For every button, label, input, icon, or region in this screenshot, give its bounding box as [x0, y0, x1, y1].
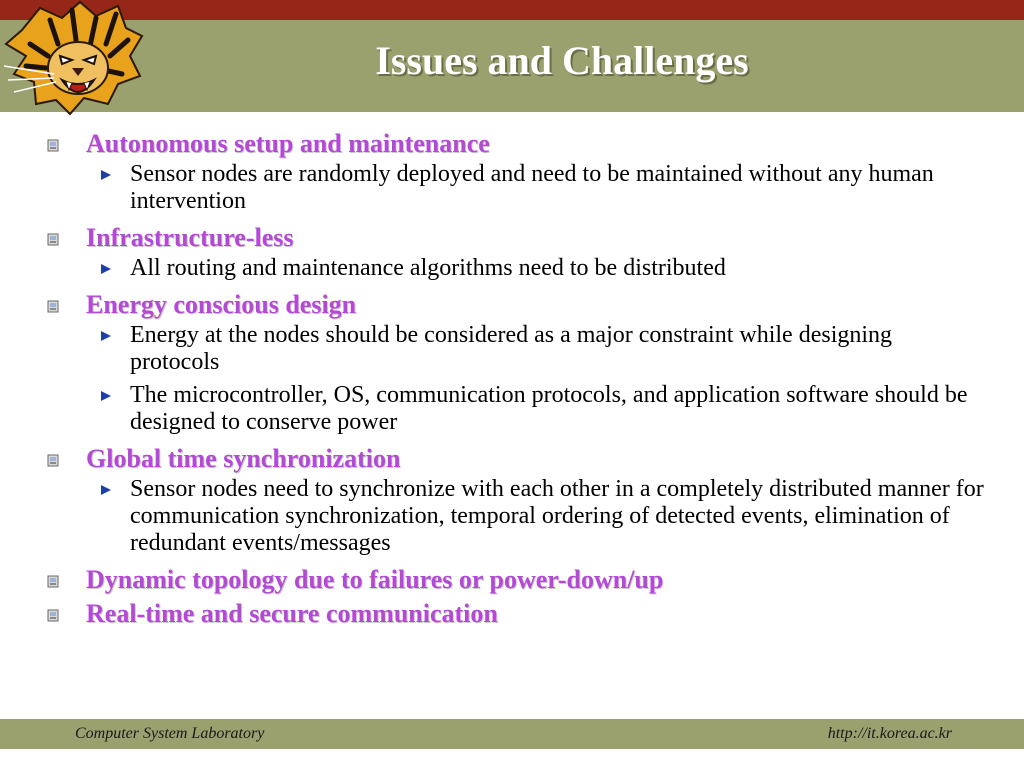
sub-bullet-item [0, 382, 1024, 436]
bullet-heading-item [0, 442, 1024, 476]
bullet-heading: Autonomous setup and maintenance [86, 129, 490, 158]
header-stripe [0, 0, 1024, 20]
sub-bullet-text: The microcontroller, OS, communication protocols, and application software should be designed to conserve power [130, 382, 968, 435]
box-bullet-icon [47, 609, 60, 622]
box-bullet-icon [47, 300, 60, 313]
triangle-bullet-icon [100, 390, 112, 402]
sub-bullet-item [0, 322, 1024, 376]
sub-bullet-item [0, 161, 1024, 215]
triangle-bullet-icon [100, 263, 112, 275]
bullet-heading: Energy conscious design [86, 290, 357, 319]
bullet-heading: Dynamic topology due to failures or power-down/up [86, 565, 664, 594]
triangle-bullet-icon [100, 330, 112, 342]
box-bullet-icon [47, 575, 60, 588]
triangle-bullet-icon [100, 484, 112, 496]
bullet-heading: Global time synchronization [86, 444, 401, 473]
bullet-heading-item [0, 221, 1024, 255]
sub-bullet-text: Sensor nodes need to synchronize with each other in a completely distributed manner for communication synchronization, temporal ordering of detected events, elimination of redundant events/messages [130, 476, 984, 556]
box-bullet-icon [47, 454, 60, 467]
footer-url: http://it.korea.ac.kr [827, 725, 952, 742]
sub-bullet-item [0, 476, 1024, 557]
footer-lab-name: Computer System Laboratory [75, 725, 265, 742]
triangle-bullet-icon [100, 169, 112, 181]
bullet-heading-item [0, 288, 1024, 322]
sub-bullet-text: All routing and maintenance algorithms need to be distributed [130, 255, 726, 281]
bullet-heading: Infrastructure-less [86, 223, 294, 252]
bullet-heading: Real-time and secure communication [86, 599, 498, 628]
bullet-heading-item [0, 597, 1024, 631]
sub-bullet-text: Sensor nodes are randomly deployed and need to be maintained without any human intervention [130, 161, 934, 214]
box-bullet-icon [47, 139, 60, 152]
bullet-heading-item [0, 563, 1024, 597]
box-bullet-icon [47, 233, 60, 246]
slide-title: Issues and Challenges [375, 38, 749, 83]
sub-bullet-text: Energy at the nodes should be considered as a major constraint while designing protocols [130, 322, 893, 375]
sub-bullet-item [0, 255, 1024, 282]
bullet-heading-item [0, 127, 1024, 161]
bullet-list [0, 127, 1024, 631]
